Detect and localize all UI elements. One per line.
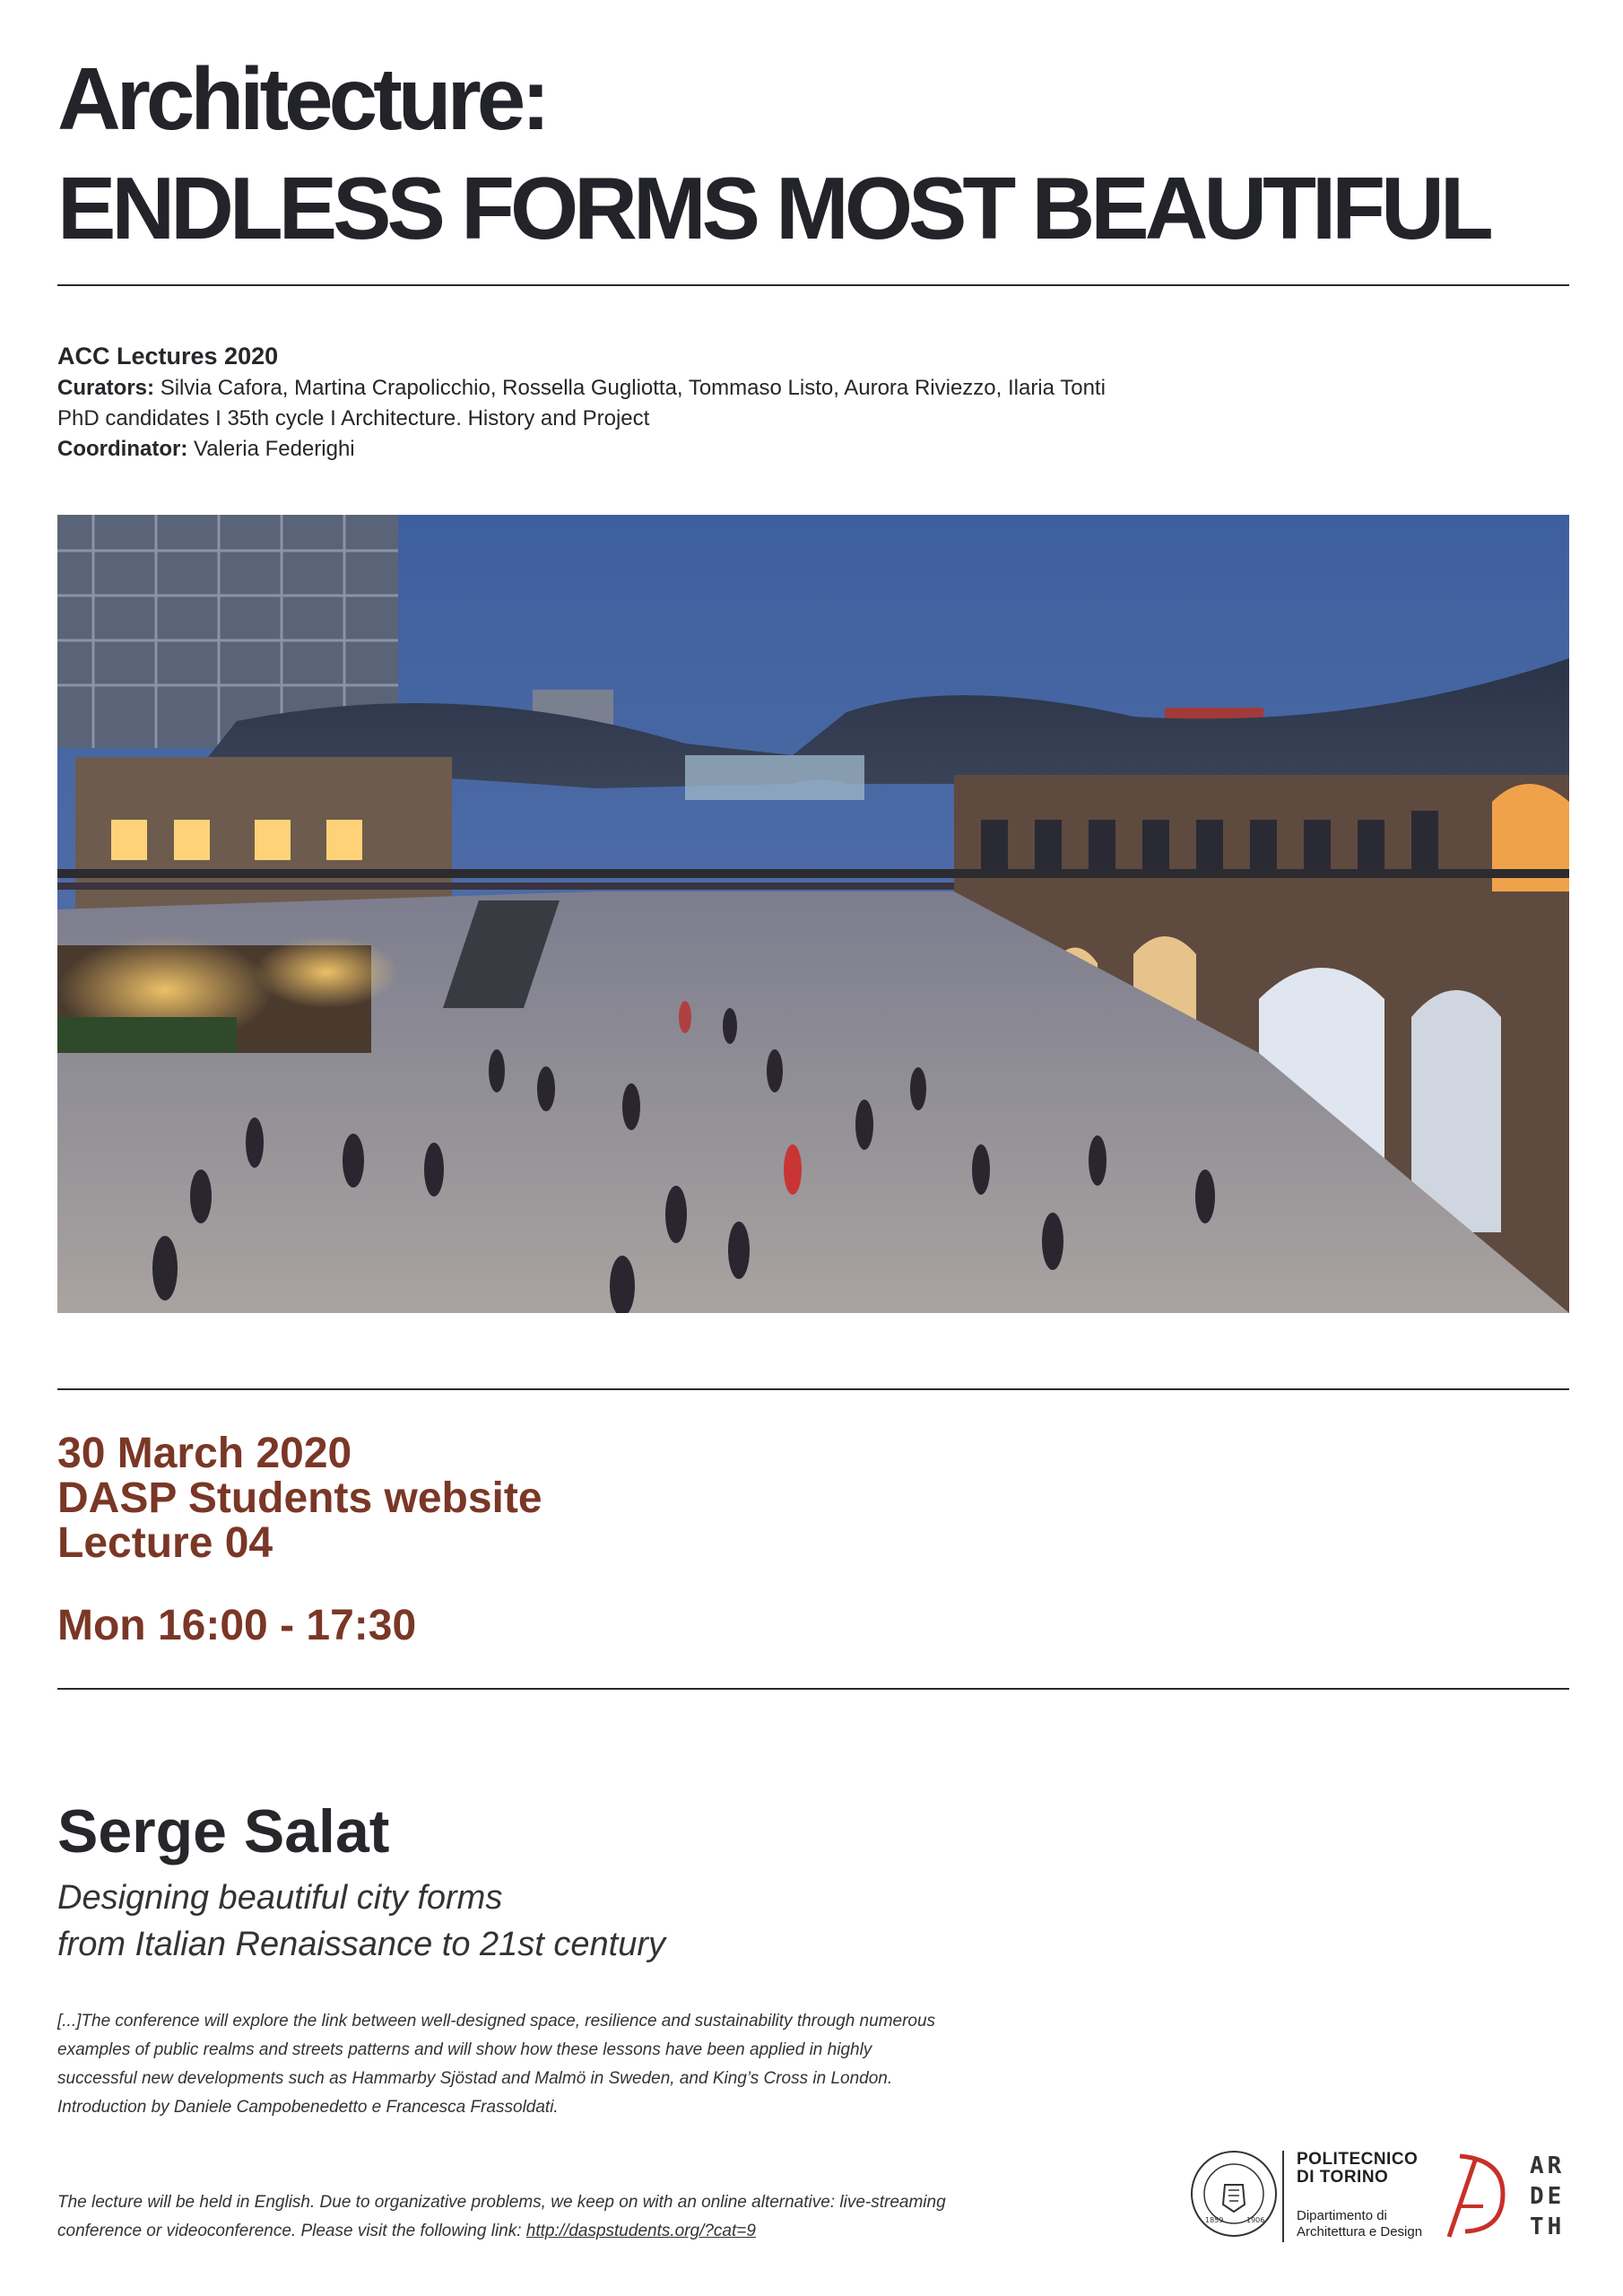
event-venue: DASP Students website — [57, 1474, 542, 1522]
event-time: Mon 16:00 - 17:30 — [57, 1602, 417, 1649]
ardeth-line-2: DE — [1530, 2183, 1566, 2210]
introduction-text: Introduction by Daniele Campobenedetto e Francesca Frassoldati. — [57, 2098, 559, 2117]
online-note-text: The lecture will be held in English. Due to organizative problems, we keep on with an online alternative: live-streaming conference or videoconference. Please visit the following link: — [57, 2193, 946, 2240]
ardeth-logo-icon — [1440, 2149, 1512, 2246]
polito-line-2: DI TORINO — [1297, 2168, 1389, 2187]
ardeth-wordmark — [1530, 2151, 1565, 2242]
dasp-link[interactable]: http://daspstudents.org/?cat=9 — [525, 2222, 756, 2240]
event-lecture-number: Lecture 04 — [57, 1519, 273, 1567]
lecture-subtitle-line-2: from Italian Renaissance to 21st century — [57, 1926, 666, 1963]
event-time-block — [57, 1604, 416, 1648]
coordinator-line — [57, 434, 1106, 465]
ardeth-line-3: TH — [1530, 2213, 1566, 2240]
poster-title-line-1: Architecture: — [57, 49, 546, 148]
politecnico-logo-text — [1297, 2151, 1422, 2240]
online-note — [57, 2188, 954, 2246]
seal-year-right: 1906 — [1246, 2216, 1265, 2224]
phd-line: PhD candidates I 35th cycle I Architecture. History and Project — [57, 406, 650, 430]
coordinator-name: Valeria Federighi — [193, 437, 355, 461]
event-block — [57, 1431, 542, 1566]
divider-top — [57, 284, 1569, 286]
hero-photo — [57, 515, 1569, 1313]
lecture-subtitle — [57, 1874, 665, 1968]
polito-line-1: POLITECNICO — [1297, 2150, 1419, 2169]
politecnico-seal-icon — [1189, 2149, 1279, 2239]
divider-middle — [57, 1388, 1569, 1390]
poster-title-line-2: ENDLESS FORMS MOST BEAUTIFUL — [57, 159, 1489, 257]
abstract-block — [57, 2007, 954, 2122]
abstract-text: [...]The conference will explore the link between well-designed space, resilience and sustainability through numerous examples of public realms and streets patterns and will show how these lessons have been applied in highly successful new developments such as Hammarby Sjöstad and Malmö in Sweden, and King’s Cross in London. — [57, 2012, 936, 2088]
seal-year-left: 1859 — [1205, 2216, 1224, 2224]
ardeth-line-1: AR — [1530, 2152, 1566, 2179]
curators-names: Silvia Cafora, Martina Crapolicchio, Rossella Gugliotta, Tommaso Listo, Aurora Riviezzo, Ilaria Tonti — [160, 376, 1106, 400]
coordinator-label: Coordinator: — [57, 437, 188, 461]
department-line-1: Dipartimento di — [1297, 2208, 1387, 2223]
curators-label: Curators: — [57, 376, 155, 400]
credits-block — [57, 339, 1106, 465]
series-name: ACC Lectures 2020 — [57, 343, 279, 370]
curators-line — [57, 373, 1106, 404]
lecture-subtitle-line-1: Designing beautiful city forms — [57, 1879, 503, 1917]
divider-bottom — [57, 1688, 1569, 1690]
polito-divider — [1282, 2151, 1284, 2242]
event-date: 30 March 2020 — [57, 1430, 352, 1477]
department-name — [1297, 2208, 1422, 2240]
department-line-2: Architettura e Design — [1297, 2224, 1423, 2239]
speaker-name: Serge Salat — [57, 1797, 390, 1866]
